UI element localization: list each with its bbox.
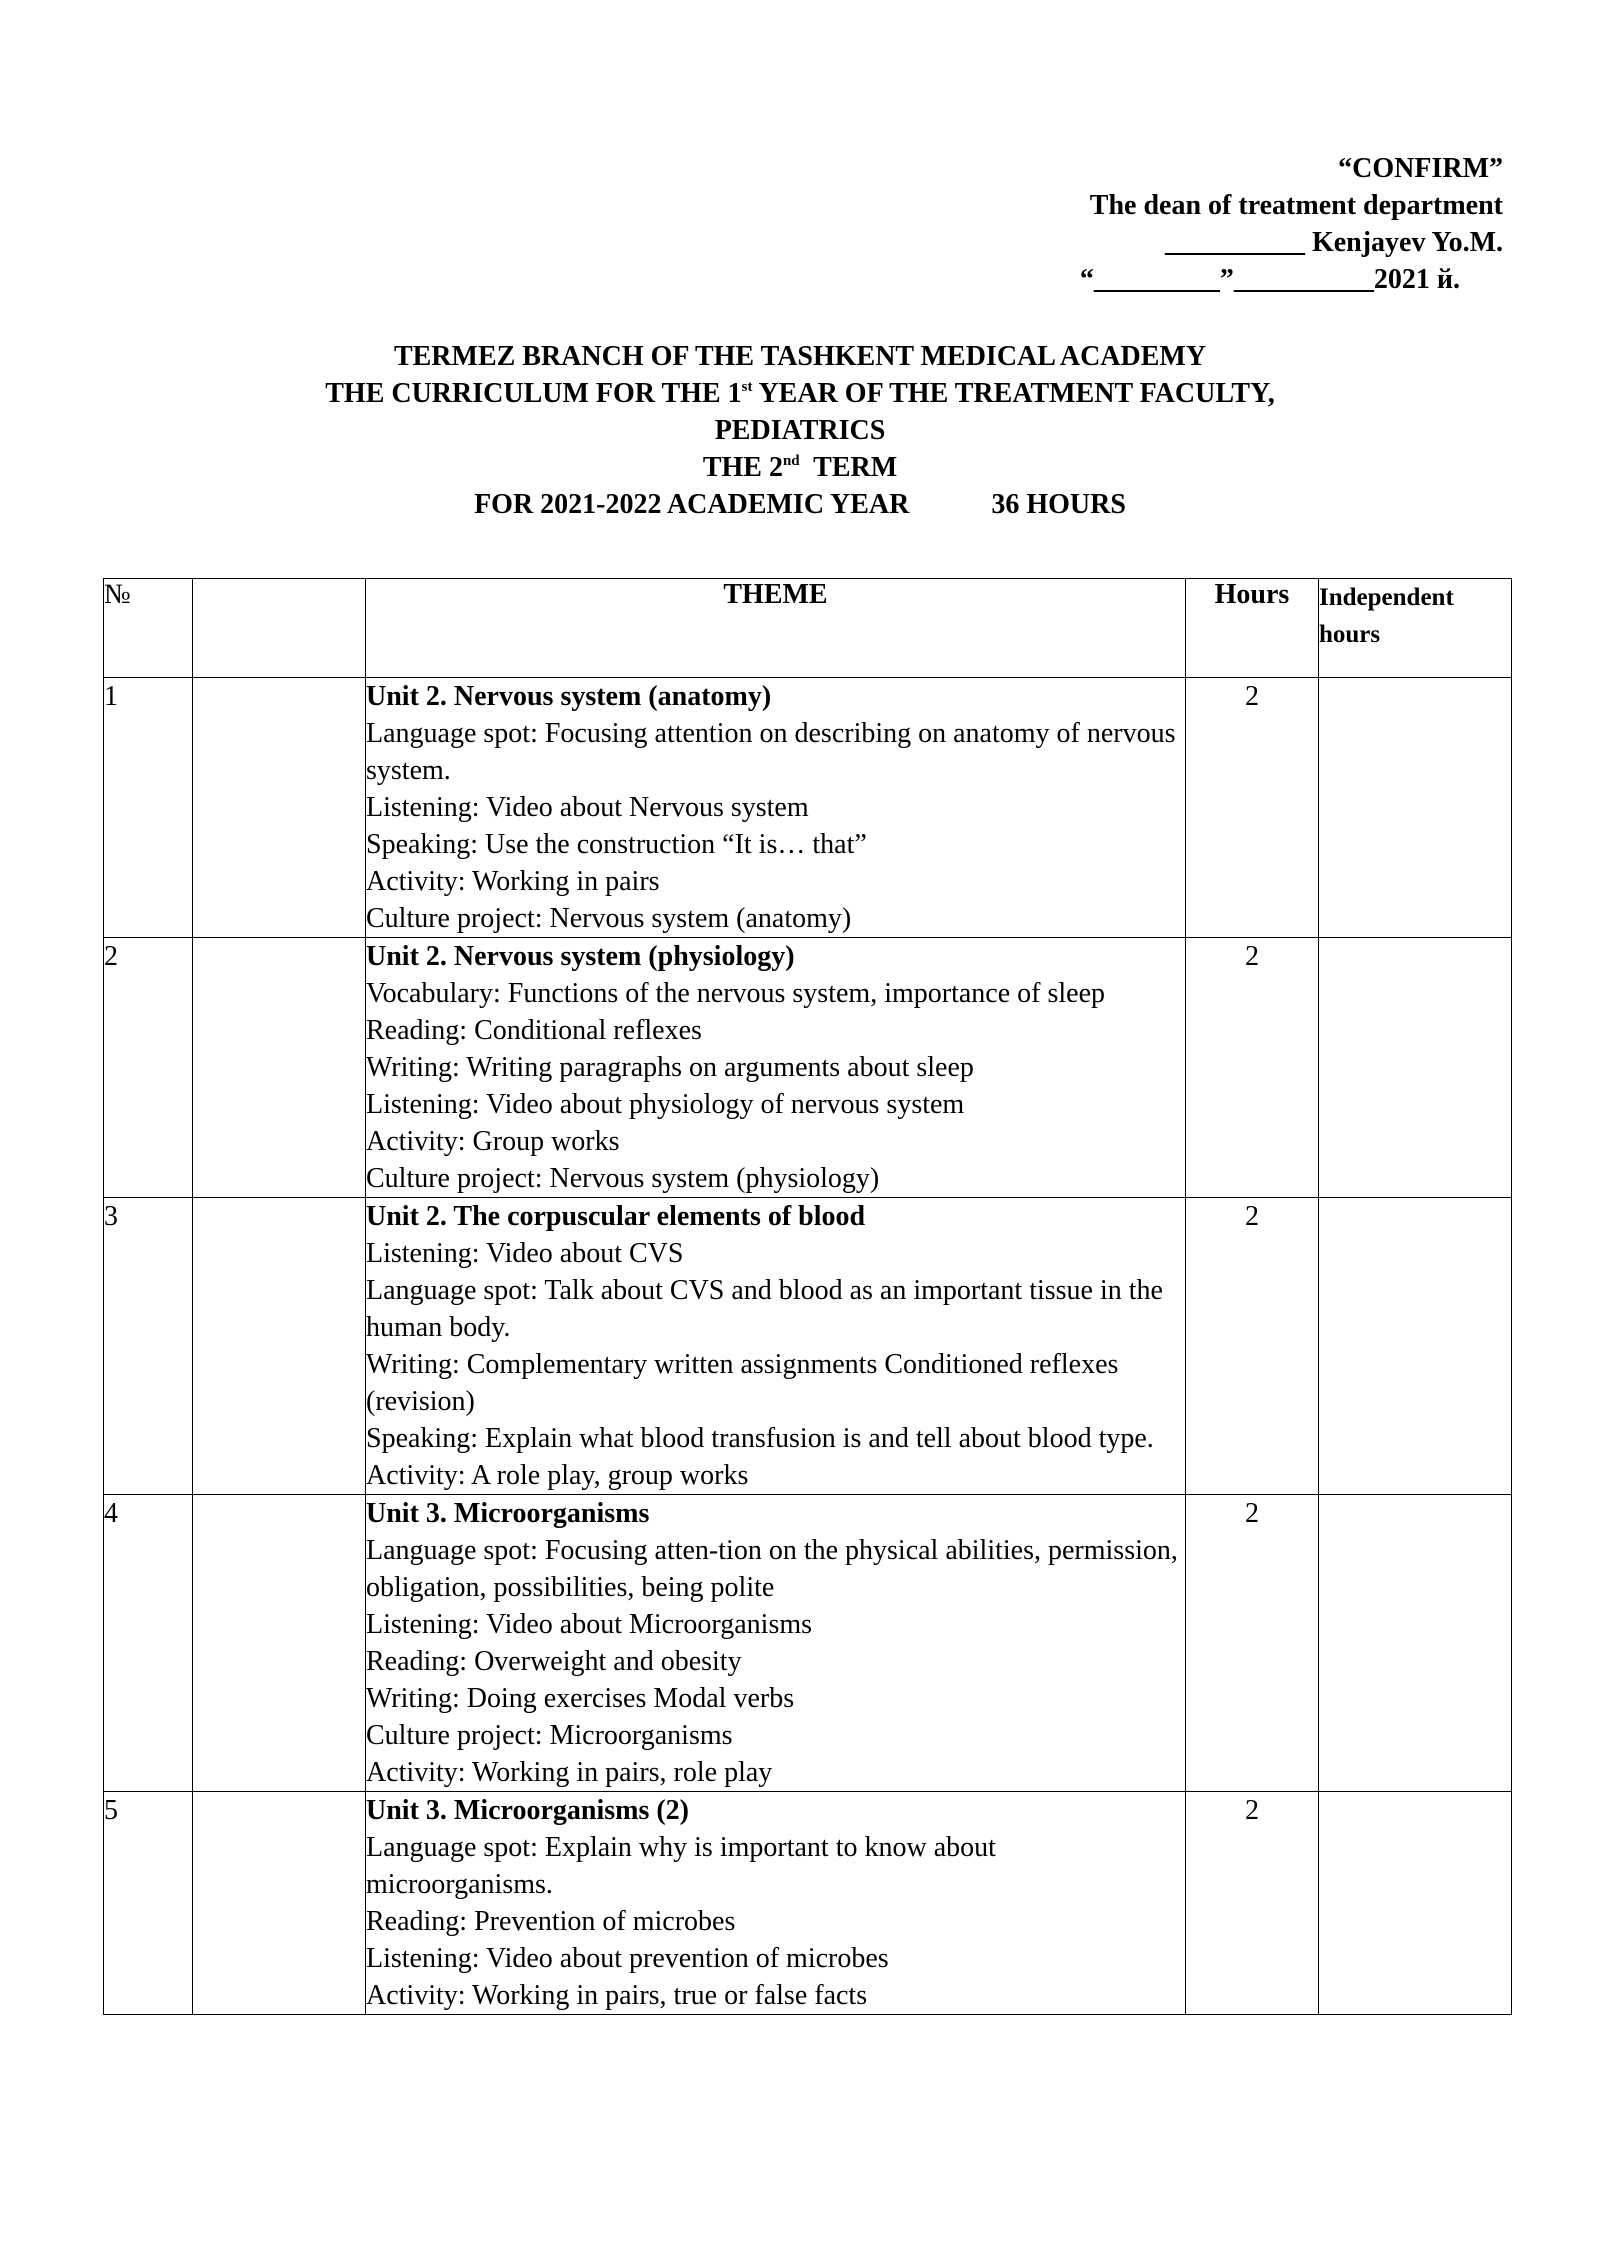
theme-detail: Activity: Working in pairs	[366, 866, 660, 897]
theme-detail: Activity: Working in pairs, true or false facts	[366, 1980, 868, 2011]
header-blank	[193, 579, 366, 678]
theme-detail: Activity: Group works	[366, 1126, 620, 1157]
unit-title: Unit 2. Nervous system (anatomy)	[366, 681, 772, 712]
theme-detail: Vocabulary: Functions of the nervous system, importance of sleep	[366, 978, 1105, 1009]
theme-detail: Listening: Video about Nervous system	[366, 792, 809, 823]
header-theme: THEME	[366, 579, 1186, 678]
row-blank-cell	[193, 938, 366, 1198]
curriculum-title-suffix: YEAR OF THE TREATMENT FACULTY,	[752, 378, 1275, 409]
row-independent-hours	[1319, 678, 1512, 938]
theme-detail: Language spot: Focusing atten-tion on the physical abilities, permission, obligation, possibilities, being polite	[366, 1535, 1178, 1603]
document-heading	[0, 338, 1600, 523]
theme-detail: Activity: Working in pairs, role play	[366, 1757, 773, 1788]
row-number: 1	[104, 678, 193, 938]
theme-detail: Language spot: Explain why is important to know about microorganisms.	[366, 1832, 996, 1900]
row-number: 4	[104, 1495, 193, 1792]
unit-title: Unit 2. The corpuscular elements of blood	[366, 1201, 866, 1232]
table-row	[104, 678, 1512, 938]
academic-year-line	[0, 486, 1600, 523]
header-hours: Hours	[1186, 579, 1319, 678]
row-blank-cell	[193, 678, 366, 938]
header-independent-line1: Independent	[1319, 584, 1454, 611]
theme-detail: Listening: Video about physiology of nervous system	[366, 1089, 965, 1120]
theme-detail: Culture project: Nervous system (physiology)	[366, 1163, 880, 1194]
row-theme	[366, 1792, 1186, 2015]
row-number: 2	[104, 938, 193, 1198]
header-number: №	[104, 579, 193, 678]
row-hours: 2	[1186, 1495, 1319, 1792]
faculty-name: PEDIATRICS	[714, 415, 886, 446]
approval-date-line: “_________”__________2021 й.	[1079, 264, 1460, 295]
theme-detail: Writing: Writing paragraphs on arguments about sleep	[366, 1052, 974, 1083]
table-header-row	[104, 579, 1512, 678]
term-suffix: TERM	[799, 452, 898, 483]
table-row	[104, 1792, 1512, 2015]
header-independent-hours	[1319, 579, 1512, 678]
curriculum-rows	[104, 678, 1512, 2015]
row-theme	[366, 678, 1186, 938]
row-independent-hours	[1319, 938, 1512, 1198]
theme-detail: Listening: Video about CVS	[366, 1238, 684, 1269]
theme-detail: Speaking: Explain what blood transfusion is and tell about blood type.	[366, 1423, 1154, 1454]
row-blank-cell	[193, 1198, 366, 1495]
curriculum-title-sup: st	[741, 379, 753, 395]
row-hours: 2	[1186, 938, 1319, 1198]
theme-detail: Activity: A role play, group works	[366, 1460, 749, 1491]
row-independent-hours	[1319, 1792, 1512, 2015]
theme-detail: Language spot: Focusing attention on describing on anatomy of nervous system.	[366, 718, 1176, 786]
row-independent-hours	[1319, 1198, 1512, 1495]
table-row	[104, 938, 1512, 1198]
total-hours: 36 HOURS	[991, 489, 1126, 520]
table-row	[104, 1495, 1512, 1792]
theme-detail: Reading: Conditional reflexes	[366, 1015, 702, 1046]
header-independent-line2: hours	[1319, 621, 1381, 648]
theme-detail: Reading: Prevention of microbes	[366, 1906, 736, 1937]
row-theme	[366, 1495, 1186, 1792]
term-prefix: THE 2	[702, 452, 783, 483]
dean-signature-line: __________ Kenjayev Yo.M.	[1164, 227, 1503, 258]
row-hours: 2	[1186, 1198, 1319, 1495]
theme-detail: Listening: Video about prevention of microbes	[366, 1943, 889, 1974]
theme-detail: Culture project: Nervous system (anatomy)	[366, 903, 852, 934]
academic-year: FOR 2021-2022 ACADEMIC YEAR	[474, 489, 910, 520]
curriculum-title	[0, 375, 1600, 412]
confirm-label: “CONFIRM”	[1338, 153, 1503, 184]
row-number: 3	[104, 1198, 193, 1495]
term-sup: nd	[782, 453, 800, 469]
unit-title: Unit 3. Microorganisms	[366, 1498, 650, 1529]
row-hours: 2	[1186, 678, 1319, 938]
row-hours: 2	[1186, 1792, 1319, 2015]
row-theme	[366, 938, 1186, 1198]
unit-title: Unit 2. Nervous system (physiology)	[366, 941, 795, 972]
theme-detail: Listening: Video about Microorganisms	[366, 1609, 813, 1640]
theme-detail: Reading: Overweight and obesity	[366, 1646, 742, 1677]
theme-detail: Writing: Doing exercises Modal verbs	[366, 1683, 795, 1714]
theme-detail: Language spot: Talk about CVS and blood as an important tissue in the human body.	[366, 1275, 1163, 1343]
unit-title: Unit 3. Microorganisms (2)	[366, 1795, 689, 1826]
term-title	[0, 449, 1600, 486]
theme-detail: Culture project: Microorganisms	[366, 1720, 733, 1751]
approval-block	[1080, 150, 1503, 298]
curriculum-title-prefix: THE CURRICULUM FOR THE 1	[325, 378, 742, 409]
institution-name: TERMEZ BRANCH OF THE TASHKENT MEDICAL ACADEMY	[393, 341, 1207, 372]
dean-position: The dean of treatment department	[1089, 190, 1503, 221]
row-blank-cell	[193, 1792, 366, 2015]
theme-detail: Writing: Complementary written assignments Conditioned reflexes (revision)	[366, 1349, 1119, 1417]
theme-detail: Speaking: Use the construction “It is… that”	[366, 829, 867, 860]
curriculum-table	[103, 578, 1512, 2015]
row-blank-cell	[193, 1495, 366, 1792]
row-number: 5	[104, 1792, 193, 2015]
row-theme	[366, 1198, 1186, 1495]
table-row	[104, 1198, 1512, 1495]
row-independent-hours	[1319, 1495, 1512, 1792]
